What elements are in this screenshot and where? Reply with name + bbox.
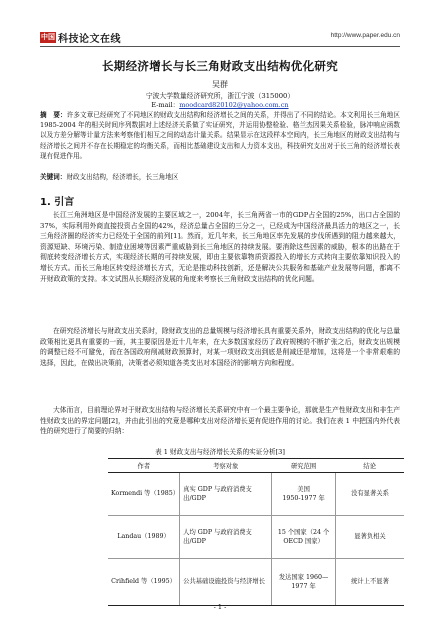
page-number: - 1 - [213,603,227,611]
paragraph-2: 在研究经济增长与财政支出关系时，除财政支出的总量规模与经济增长具有重要关系外，财政支出结构的优化与总量政策相比更具有重要的一面，其主要原因是近十几年来，在大多数国家经历了政府规模的不断扩张之后，财政支出规模的调整已经不可避免，而在各国政府削减财政预算时，对某一项财政支出到底是削减还是增加，这将是一个非常艰难的选择，因此，在做出决策前，决策者必须知道各类支出对本国经济的影响方向和程度。 [40,327,400,367]
table-header-row [108,459,404,473]
table-1 [108,458,404,606]
abstract-text: 许多文章已经研究了不同地区的财政支出结构和经济增长之间的关系，并得出了不同的结论。本文利用长三角地区 1985-2004 年的相关时间序列数据对上述经济关系做了实证研究，并运用协整检验、格兰杰因果关系检验，脉冲响应函数以及方差分解等计量方法来考察他们相互之间的动态计量关系。结果显示在这段样本空间内，长三角地区的财政支出结构与经济增长之间并不存在长期稳定的均衡关系，而相比基础建设支出和人力资本支出，科技研究支出对于长三角的经济增长表现有促进作用。 [40,111,401,160]
paragraph-1: 长江三角洲地区是中国经济发展的主要区域之一，2004年，长三角两省一市的GDP占全国的25%，出口占全国的37%，实际利用外商直接投资占全国的42%，经济总量占全国的三分之一，已经成为中国经济最具活力的地区之一，长三角经济圈的经济实力已经处于全国的前列[1]。然而，近几年来，长三角地区率先发展的步伐所遇到的阻力越来越大，资源短缺、环境污染、制造业困境等因素严重威胁到长三角地区的持续发展。要消除这些因素的威胁，根本的出路在于彻底转变经济增长方式，实现经济长期的可持续发展，即由主要依靠物质资源投入的增长方式转向主要依靠知识投入的增长方式。而长三角地区转变经济增长方式，无论是推动科技创新，还是解决公共服务和基础产业发展等问题，都离不开财政政策的支持。本文试图从长期经济发展的角度来考察长三角财政支出结构的优化问题。 [40,211,400,283]
table-cell: 统计上不显著 [335,559,404,606]
table-cell: 发达国家 1960—1977 年 [272,559,336,606]
table-cell: 美国 1950-1977 年 [272,473,336,516]
table-header-cell: 考察对象 [180,459,272,473]
keywords [40,172,400,182]
site-logo[interactable] [40,30,121,44]
table-cell: Crihfield 等（1995） [108,559,180,606]
table-row [108,516,404,559]
keywords-label: 关键词： [40,173,67,181]
paper-author: 吴群 [212,80,228,89]
paper-title: 长期经济增长与长三角财政支出结构优化研究 [102,59,338,73]
keywords-text: 财政支出结构，经济增长，长三角地区 [66,173,179,181]
abstract [40,110,400,161]
email-label: E-mail： [151,101,180,109]
paper-affiliation: 宁波大学数量经济研究所，浙江宁波（315000） [145,92,295,100]
table-row [108,473,404,516]
table-cell: 15 个国家（24 个 OECD 国家） [272,516,336,559]
table-cell: 人均 GDP 与政府消费支出/GDP [180,516,272,559]
logo-text: 科技论文在线 [58,33,121,45]
table-header-cell: 作者 [108,459,180,473]
section-heading: 1. 引言 [40,197,75,208]
table-caption: 表 1 财政支出与经济增长关系的实证分析[3] [155,448,285,456]
table-cell: Kormendi 等（1985） [108,473,180,516]
abstract-label: 摘 要： [40,111,67,119]
author-email [40,100,400,109]
table-cell: 显著负相关 [335,516,404,559]
site-url[interactable]: http://www.paper.edu.cn [330,32,400,39]
email-link[interactable]: moodcard820102@yahoo.com.cn [179,101,289,109]
logo-badge: 中国 [41,32,55,41]
table-cell: 没有显著关系 [335,473,404,516]
paragraph-3: 大体而言，目前理论界对于财政支出结构与经济增长关系研究中有一个最主要争论，那就是生产性财政支出和非生产性财政支出的界定问题[2]，并由此引出的究竟是哪种支出对经济增长更有促进作用的讨论。我们在表 1 中把国内外代表性的研究进行了简要的归纳： [40,406,400,436]
header-divider [40,46,400,47]
site-header [40,30,400,44]
table-header-cell: 研究范围 [272,459,336,473]
table-row [108,559,404,606]
table-header-cell: 结论 [335,459,404,473]
table-cell: 真实 GDP 与政府消费支出/GDP [180,473,272,516]
table-cell: Landau（1989） [108,516,180,559]
table-cell: 公共基础设施投资与经济增长 [180,559,272,606]
